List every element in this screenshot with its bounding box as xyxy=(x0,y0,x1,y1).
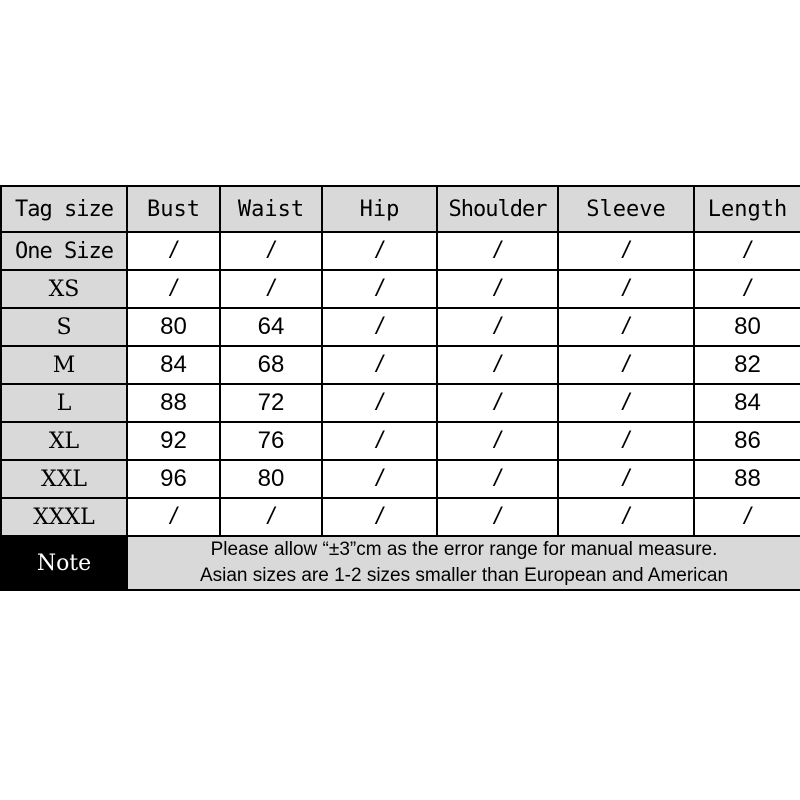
length-value-cell: 82 xyxy=(694,346,800,384)
table-row xyxy=(1,498,800,536)
note-row xyxy=(1,536,800,590)
sleeve-value-cell: / xyxy=(558,460,694,498)
size-label-cell: XS xyxy=(1,270,127,308)
size-label-cell: L xyxy=(1,384,127,422)
hip-value-cell: / xyxy=(322,422,437,460)
header-shoulder: Shoulder xyxy=(437,186,558,232)
shoulder-value-cell: / xyxy=(437,422,558,460)
size-label-cell: XL xyxy=(1,422,127,460)
bust-value-cell: 92 xyxy=(127,422,220,460)
hip-value-cell: / xyxy=(322,232,437,270)
length-value-cell: / xyxy=(694,232,800,270)
waist-value-cell: 68 xyxy=(220,346,322,384)
shoulder-value-cell: / xyxy=(437,270,558,308)
waist-value-cell: / xyxy=(220,270,322,308)
size-chart-table xyxy=(0,185,800,591)
length-value-cell: / xyxy=(694,270,800,308)
header-length: Length xyxy=(694,186,800,232)
table-row xyxy=(1,422,800,460)
header-waist: Waist xyxy=(220,186,322,232)
header-bust: Bust xyxy=(127,186,220,232)
note-label: Note xyxy=(1,536,127,590)
hip-value-cell: / xyxy=(322,270,437,308)
table-row xyxy=(1,384,800,422)
size-label-cell: M xyxy=(1,346,127,384)
shoulder-value-cell: / xyxy=(437,308,558,346)
shoulder-value-cell: / xyxy=(437,346,558,384)
waist-value-cell: 76 xyxy=(220,422,322,460)
waist-value-cell: 80 xyxy=(220,460,322,498)
sleeve-value-cell: / xyxy=(558,270,694,308)
note-line-1: Please allow “±3”cm as the error range for manual measure. xyxy=(210,539,718,560)
table-row xyxy=(1,270,800,308)
size-label-cell: One Size xyxy=(1,232,127,270)
note-line-2: Asian sizes are 1-2 sizes smaller than European and American xyxy=(199,565,729,586)
length-value-cell: 86 xyxy=(694,422,800,460)
hip-value-cell: / xyxy=(322,346,437,384)
bust-value-cell: 80 xyxy=(127,308,220,346)
note-text xyxy=(127,536,800,590)
size-label-cell: XXXL xyxy=(1,498,127,536)
sleeve-value-cell: / xyxy=(558,498,694,536)
hip-value-cell: / xyxy=(322,460,437,498)
shoulder-value-cell: / xyxy=(437,384,558,422)
shoulder-value-cell: / xyxy=(437,460,558,498)
hip-value-cell: / xyxy=(322,384,437,422)
size-rows xyxy=(1,232,800,536)
hip-value-cell: / xyxy=(322,308,437,346)
shoulder-value-cell: / xyxy=(437,232,558,270)
sleeve-value-cell: / xyxy=(558,308,694,346)
header-hip: Hip xyxy=(322,186,437,232)
sleeve-value-cell: / xyxy=(558,422,694,460)
waist-value-cell: 72 xyxy=(220,384,322,422)
shoulder-value-cell: / xyxy=(437,498,558,536)
sleeve-value-cell: / xyxy=(558,232,694,270)
header-sleeve: Sleeve xyxy=(558,186,694,232)
length-value-cell: / xyxy=(694,498,800,536)
hip-value-cell: / xyxy=(322,498,437,536)
bust-value-cell: 88 xyxy=(127,384,220,422)
bust-value-cell: 96 xyxy=(127,460,220,498)
waist-value-cell: / xyxy=(220,232,322,270)
length-value-cell: 80 xyxy=(694,308,800,346)
sleeve-value-cell: / xyxy=(558,384,694,422)
table-row xyxy=(1,346,800,384)
waist-value-cell: / xyxy=(220,498,322,536)
bust-value-cell: 84 xyxy=(127,346,220,384)
size-label-cell: S xyxy=(1,308,127,346)
bust-value-cell: / xyxy=(127,498,220,536)
table-row xyxy=(1,308,800,346)
header-row xyxy=(1,186,800,232)
sleeve-value-cell: / xyxy=(558,346,694,384)
bust-value-cell: / xyxy=(127,270,220,308)
waist-value-cell: 64 xyxy=(220,308,322,346)
table-row xyxy=(1,232,800,270)
table-row xyxy=(1,460,800,498)
length-value-cell: 84 xyxy=(694,384,800,422)
size-label-cell: XXL xyxy=(1,460,127,498)
bust-value-cell: / xyxy=(127,232,220,270)
header-tag-size: Tag size xyxy=(1,186,127,232)
length-value-cell: 88 xyxy=(694,460,800,498)
